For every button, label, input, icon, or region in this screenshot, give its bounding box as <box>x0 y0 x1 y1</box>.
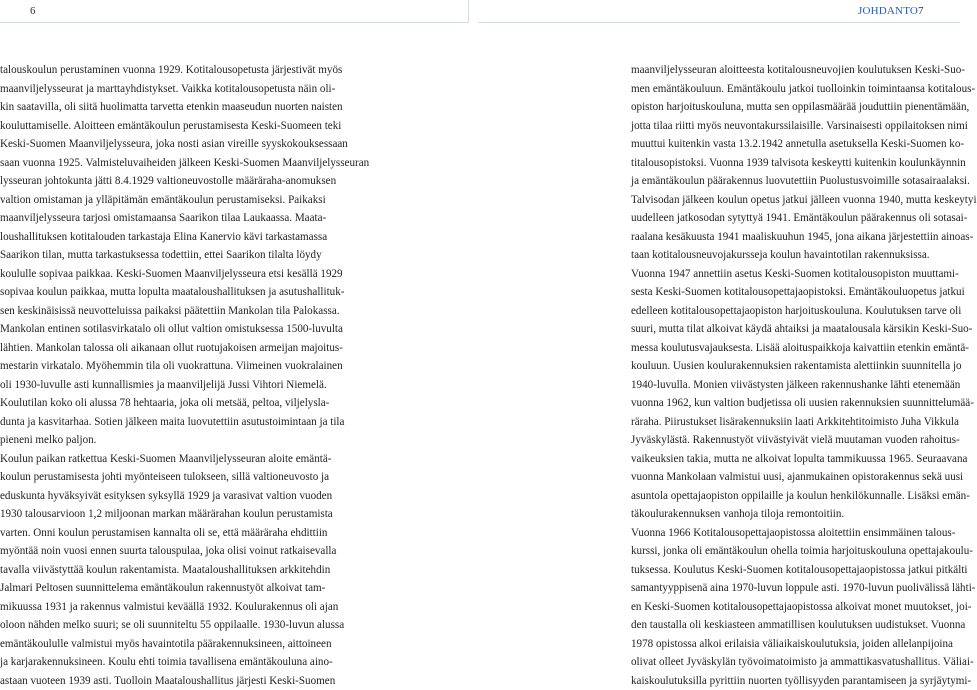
text-line: Talvisodan jälkeen koulun opetus jatkui jälleen vuonna 1940, mutta keskeytyi <box>631 191 961 210</box>
text-line: Koulun paikan ratkettua Keski-Suomen Maanviljelysseuran aloite emäntä- <box>0 450 330 469</box>
running-head: JOHDANTO <box>858 5 918 17</box>
text-line: muuttui kuitenkin vasta 13.2.1942 annetulla asetuksella Keski-Suomen ko- <box>631 135 961 154</box>
text-line: vuonna 1962, kun valtion budjetissa oli uusien rakennuksien suunnittelumää- <box>631 394 961 413</box>
text-line: myöntää noin vuosi ennen suurta talouspulaa, joka olisi voinut ratkaisevalla <box>0 542 330 561</box>
text-line: Koulutilan koko oli alussa 78 hehtaaria, joka oli metsää, peltoa, viljelysla- <box>0 394 330 413</box>
text-line: opiston harjoituskouluna, mutta sen oppilasmäärää jouduttiin pienentämään, <box>631 98 961 117</box>
text-line: raalana kesäkuusta 1941 maaliskuuhun 1945, jona aikana järjestettiin ainoas- <box>631 228 961 247</box>
text-line: den taustalla oli keskiasteen ammatillisen koulutuksen uudistukset. Vuonna <box>631 616 961 635</box>
text-line: titalousopistoksi. Vuonna 1939 talvisota keskeytti kuitenkin koulunkäynnin <box>631 154 961 173</box>
text-line: tuksessa. Koulutus Keski-Suomen kotitalousopettajaopistossa jatkui pitkälti <box>631 561 961 580</box>
text-line: messa koulutusvajauksesta. Lisää aloituspaikkoja kaivattiin etenkin emäntä- <box>631 339 961 358</box>
text-line: räraha. Piirustukset lisärakennuksiin laati Arkkitehtitoimisto Juha Vikkula <box>631 413 961 432</box>
text-line: vuonna Mankolaan valmistui uusi, ajanmukainen opistorakennus sekä uusi <box>631 468 961 487</box>
text-line: mestarin virkatalo. Myöhemmin tila oli vuokrattuna. Viimeinen vuokralainen <box>0 357 330 376</box>
text-line: maanviljelysseura tarjosi omistamaansa Saarikon tilaa Laukaassa. Maata- <box>0 209 330 228</box>
text-line: taan kotitalousneuvojakursseja koulun havaintotilan rakennuksissa. <box>631 246 961 265</box>
text-line: maanviljelysseuran aloitteesta kotitalousneuvojien koulutuksen Keski-Suo- <box>631 61 961 80</box>
text-line: Vuonna 1966 Kotitalousopettajaopistossa aloitettiin ensimmäinen talous- <box>631 524 961 543</box>
text-line: suuri, mutta tilat alkoivat käydä ahtaiksi ja maatalousala kärsikin Keski-Suo- <box>631 320 961 339</box>
text-line: Mankolan entinen sotilasvirkatalo oli ollut valtion omistuksessa 1500-luvulta <box>0 320 330 339</box>
text-line: valtion omistaman ja ylläpitämän emäntäkoulun perustamiseksi. Paikaksi <box>0 191 330 210</box>
text-line: maanviljelysseurat ja marttayhdistykset. Vaikka kotitalousopetusta näin oli- <box>0 80 330 99</box>
header-rule-left <box>0 0 469 23</box>
text-line: pieneni melko paljon. <box>0 431 330 450</box>
text-line: koulun perustamisesta johti myönteiseen tulokseen, sillä valtioneuvosto ja <box>0 468 330 487</box>
text-line: olivat olleet Jyväskylän työvoimatoimisto ja ammattikasvatushallitus. Väliai- <box>631 653 961 672</box>
text-line: talouskoulun perustaminen vuonna 1929. Kotitalousopetusta järjestivät myös <box>0 61 330 80</box>
text-line: koululle sopivaa paikkaa. Keski-Suomen Maanviljelysseura etsi kesällä 1929 <box>0 265 330 284</box>
text-line: men emäntäkouluun. Emäntäkoulu jatkoi tuolloinkin toimintaansa kotitalous- <box>631 80 961 99</box>
text-line: ja karjarakennuksineen. Koulu ehti toimia tavallisena emäntäkouluna aino- <box>0 653 330 672</box>
text-line: 1930 talousarvioon 1,2 miljoonan markan määrärahan koulun perustamista <box>0 505 330 524</box>
text-line: samantyyppisenä aina 1970-luvun loppule asti. 1970-luvun puolivälissä lähti- <box>631 579 961 598</box>
text-line: Keski-Suomen Maanviljelysseura, joka nosti asian vireille syyskokouksessaan <box>0 135 330 154</box>
text-line: ja emäntäkoulun päärakennus luovutettiin Puolustusvoimille sotasairaalaksi. <box>631 172 961 191</box>
text-line: vaikeuksien takia, mutta ne alkoivat lopulta tammikuussa 1965. Seuraavana <box>631 450 961 469</box>
text-line: lähtien. Mankolan talossa oli aikanaan ollut ruotujakoisen armeijan majoitus- <box>0 339 330 358</box>
text-line: emäntäkoululle valmistui myös havaintotila päärakennuksineen, aittoineen <box>0 635 330 654</box>
text-line: mikuussa 1931 ja rakennus valmistui keväällä 1932. Koulurakennus oli ajan <box>0 598 330 617</box>
text-line: oloon nähden melko suuri; se oli suunniteltu 55 oppilaalle. 1930-luvun alussa <box>0 616 330 635</box>
page-number-left: 6 <box>30 5 36 17</box>
text-line: loushallituksen kotitalouden tarkastaja Elina Kanervio kävi tarkastamassa <box>0 228 330 247</box>
text-line: astaan vuoteen 1939 asti. Tuolloin Maataloushallitus järjesti Keski-Suomen <box>0 672 330 690</box>
text-line: uudelleen jatkosodan sytyttyä 1941. Emäntäkoulun päärakennus oli sotasai- <box>631 209 961 228</box>
text-line: edelleen kotitalousopettajaopiston harjoituskouluna. Koulutuksen tarve oli <box>631 302 961 321</box>
text-line: eduskunta hyväksyivät esityksen syksyllä 1929 ja varasivat valtion vuoden <box>0 487 330 506</box>
text-line: täkoulurakennuksen vanhoja tiloja remontoitiin. <box>631 505 961 524</box>
text-line: jotta tilaa riitti myös neuvontakurssilaisille. Varsinaisesti oppilaitoksen nimi <box>631 117 961 136</box>
text-line: Vuonna 1947 annettiin asetus Keski-Suomen kotitalousopiston muuttami- <box>631 265 961 284</box>
text-line: kurssi, jonka oli emäntäkoulun ohella toimia harjoituskouluna opettajakoulu- <box>631 542 961 561</box>
text-line: varten. Onni koulun perustamisen kannalta oli se, että määräraha ehdittiin <box>0 524 330 543</box>
text-line: 1978 opistossa alkoi erilaisia väliaikaiskoulutuksia, joiden allelanpijoina <box>631 635 961 654</box>
left-column-text <box>0 61 330 690</box>
text-line: sopivaa koulun paikkaa, mutta lopulta maataloushallituksen ja asutushallituk- <box>0 283 330 302</box>
text-line: en Keski-Suomen kotitalousopettajaopistossa alkoivat monet muutokset, joi- <box>631 598 961 617</box>
text-line: kin saatavilla, oli siitä huolimatta tarvetta etenkin maaseudun nuorten naisten <box>0 98 330 117</box>
text-line: lysseuran johtokunta jätti 8.4.1929 valtioneuvostolle määräraha-anomuksen <box>0 172 330 191</box>
text-line: kouluun. Uusien koulurakennuksien rakentamista alettiinkin suunnitella jo <box>631 357 961 376</box>
text-line: kaiskoulutuksilla pyrittiin nuorten työllisyyden parantamiseen ja syrjäytymi- <box>631 672 961 690</box>
page-number-right: 7 <box>918 5 924 17</box>
text-line: saan vuonna 1925. Valmisteluvaiheiden jälkeen Keski-Suomen Maanviljelysseuran <box>0 154 330 173</box>
text-line: Saarikon tilan, mutta tarkastuksessa todettiin, ettei Saarikon tilalta löydy <box>0 246 330 265</box>
right-column-text <box>631 61 961 690</box>
text-line: tavalla viivästyttää koulun rakentamista. Maataloushallituksen arkkitehdin <box>0 561 330 580</box>
text-line: oli 1930-luvulle asti kunnallismies ja maanviljelijä Jussi Vihtori Niemelä. <box>0 376 330 395</box>
text-line: Jalmari Peltosen suunnittelema emäntäkoulun rakennustyöt alkoivat tam- <box>0 579 330 598</box>
text-line: kouluttamiselle. Aloitteen emäntäkoulun perustamisesta Keski-Suomeen teki <box>0 117 330 136</box>
text-line: 1940-luvulla. Monien viivästysten jälkeen rakennushanke lähti etenemään <box>631 376 961 395</box>
text-line: sen keskinäisissä neuvotteluissa paikaksi päätettiin Mankolan tila Palokassa. <box>0 302 330 321</box>
text-line: sesta Keski-Suomen kotitalousopettajaopistoksi. Emäntäkouluopetus jatkui <box>631 283 961 302</box>
text-line: asuntola opettajaopiston oppilaille ja koulun henkilökunnalle. Lisäksi emän- <box>631 487 961 506</box>
text-line: Jyväskylästä. Rakennustyöt viivästyivät vielä muutaman vuoden rahoitus- <box>631 431 961 450</box>
text-line: dunta ja kasvitarhaa. Sotien jälkeen maita luovutettiin asutustoimintaan ja tila <box>0 413 330 432</box>
